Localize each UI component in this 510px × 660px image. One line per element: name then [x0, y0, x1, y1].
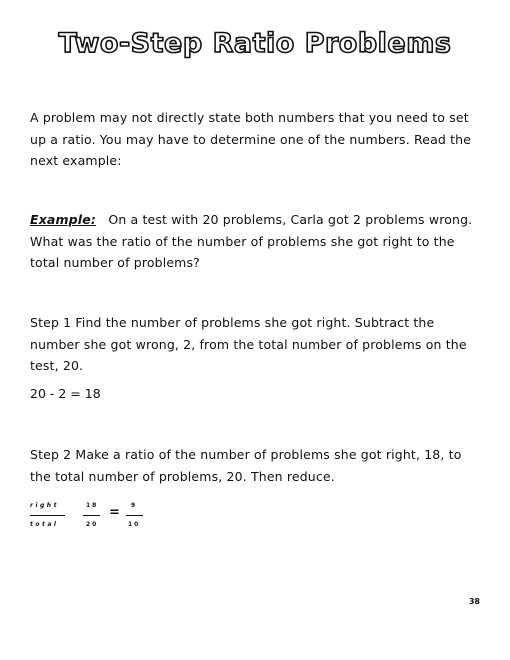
- step1-equation: 20 - 2 = 18: [30, 386, 101, 401]
- step1-paragraph: Step 1 Find the number of problems she got right. Subtract the number she got wrong, 2, from the total number of problems on the test, 20.: [30, 315, 467, 373]
- ratio-label-bar: [30, 515, 65, 516]
- example-label: Example:: [30, 212, 96, 227]
- ratio-fractions: [30, 500, 230, 536]
- fraction1-numerator: 18: [86, 502, 99, 509]
- intro-paragraph: A problem may not directly state both numbers that you need to set up a ratio. You may have to determine one of the numbers. Read the next example:: [30, 110, 472, 168]
- page-number: 38: [468, 597, 480, 606]
- ratio-label-bottom: total: [30, 521, 59, 528]
- fraction1-bar: [83, 515, 100, 516]
- fraction2-bar: [126, 515, 143, 516]
- example-text: On a test with 20 problems, Carla got 2 problems wrong. What was the ratio of the number of problems she got right to the total number of problems?: [30, 212, 473, 270]
- ratio-label-top: right: [30, 502, 59, 509]
- fraction2-numerator: 9: [131, 502, 138, 509]
- equals-sign: =: [109, 505, 120, 520]
- step2-paragraph: Step 2 Make a ratio of the number of problems she got right, 18, to the total number of problems, 20. Then reduce.: [30, 447, 462, 484]
- fraction1-denominator: 20: [86, 521, 99, 528]
- page-title: Two-Step Ratio Problems: [58, 28, 452, 59]
- fraction2-denominator: 10: [128, 521, 141, 528]
- example-paragraph: [30, 209, 485, 274]
